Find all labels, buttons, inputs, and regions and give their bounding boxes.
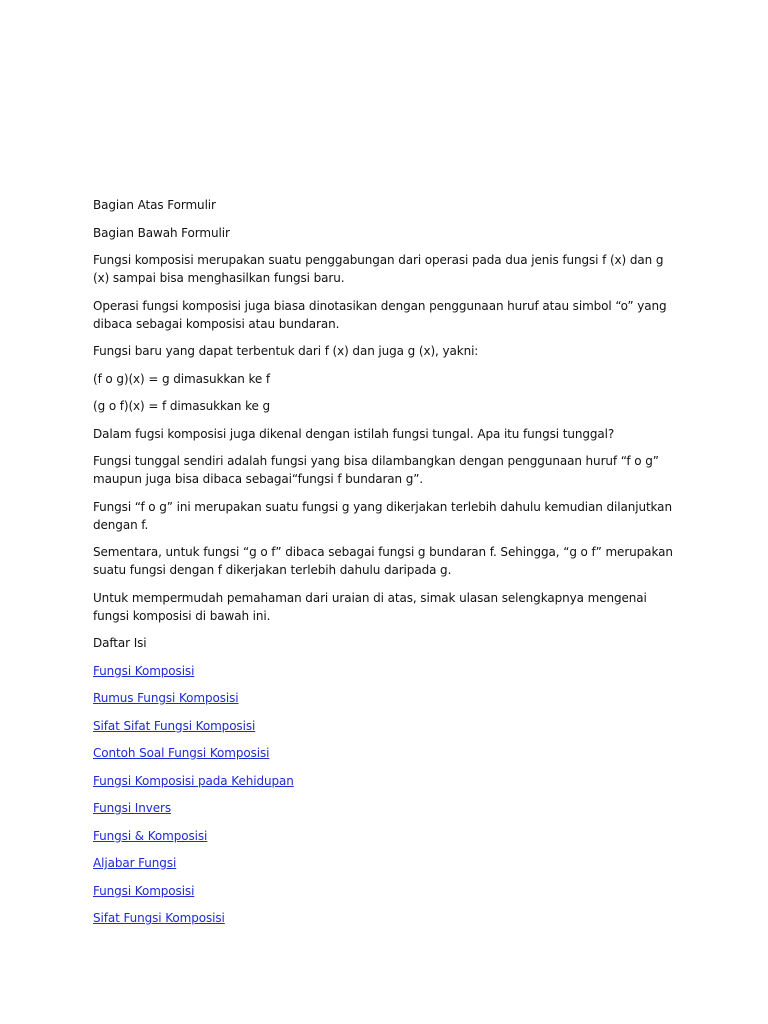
single-function-paragraph: Fungsi tunggal sendiri adalah fungsi yang bisa dilambangkan dengan penggunaan huruf “f o g” maupun juga bisa dibaca sebagai“fungsi f bundaran g”. [93,454,659,486]
table-of-contents [93,662,673,928]
formula-fog: (f o g)(x) = g dimasukkan ke f [93,371,271,386]
toc-item [93,827,673,845]
toc-item [93,717,673,735]
form-bottom-label: Bagian Bawah Formulir [93,225,230,240]
toc-link-sifat-fungsi-komposisi[interactable]: Sifat Fungsi Komposisi [93,911,225,925]
toc-link-fungsi-invers[interactable]: Fungsi Invers [93,801,171,815]
summary-paragraph: Untuk mempermudah pemahaman dari uraian di atas, simak ulasan selengkapnya mengenai fungsi komposisi di bawah ini. [93,590,647,623]
notation-paragraph: Operasi fungsi komposisi juga biasa dinotasikan dengan penggunaan huruf atau simbol “o” yang dibaca sebagai komposisi atau bundaran. [93,298,667,331]
toc-item [93,882,673,900]
toc-link-fungsi-komposisi-2[interactable]: Fungsi Komposisi [93,883,195,898]
toc-link-contoh-soal[interactable]: Contoh Soal Fungsi Komposisi [93,746,270,760]
toc-item [93,772,673,790]
toc-link-kehidupan[interactable]: Fungsi Komposisi pada Kehidupan [93,773,294,788]
toc-link-fungsi-dan-komposisi[interactable]: Fungsi & Komposisi [93,828,208,843]
toc-item [93,744,673,762]
toc-item [93,854,673,872]
toc-link-aljabar-fungsi[interactable]: Aljabar Fungsi [93,856,177,870]
toc-link-rumus-fungsi-komposisi[interactable]: Rumus Fungsi Komposisi [93,691,239,705]
toc-item [93,909,673,927]
toc-item [93,799,673,817]
toc-item [93,689,673,707]
single-function-question: Dalam fugsi komposisi juga dikenal dengan istilah fungsi tungal. Apa itu fungsi tunggal? [93,426,615,441]
form-top-label: Bagian Atas Formulir [93,198,216,212]
new-function-paragraph: Fungsi baru yang dapat terbentuk dari f (x) dan juga g (x), yakni: [93,344,479,358]
document-page [93,196,673,937]
table-of-contents-heading: Daftar Isi [93,636,147,650]
formula-gof: (g o f)(x) = f dimasukkan ke g [93,399,271,413]
toc-link-sifat-sifat-fungsi-komposisi[interactable]: Sifat Sifat Fungsi Komposisi [93,718,256,733]
fog-explanation-paragraph: Fungsi “f o g” ini merupakan suatu fungsi g yang dikerjakan terlebih dahulu kemudian dilanjutkan dengan f. [93,499,672,532]
toc-link-fungsi-komposisi[interactable]: Fungsi Komposisi [93,663,195,678]
toc-item [93,662,673,680]
gof-explanation-paragraph: Sementara, untuk fungsi “g o f” dibaca sebagai fungsi g bundaran f. Sehingga, “g o f” merupakan suatu fungsi dengan f dikerjakan terlebih dahulu daripada g. [93,545,673,577]
intro-paragraph: Fungsi komposisi merupakan suatu penggabungan dari operasi pada dua jenis fungsi f (x) dan g (x) sampai bisa menghasilkan fungsi baru. [93,253,664,285]
